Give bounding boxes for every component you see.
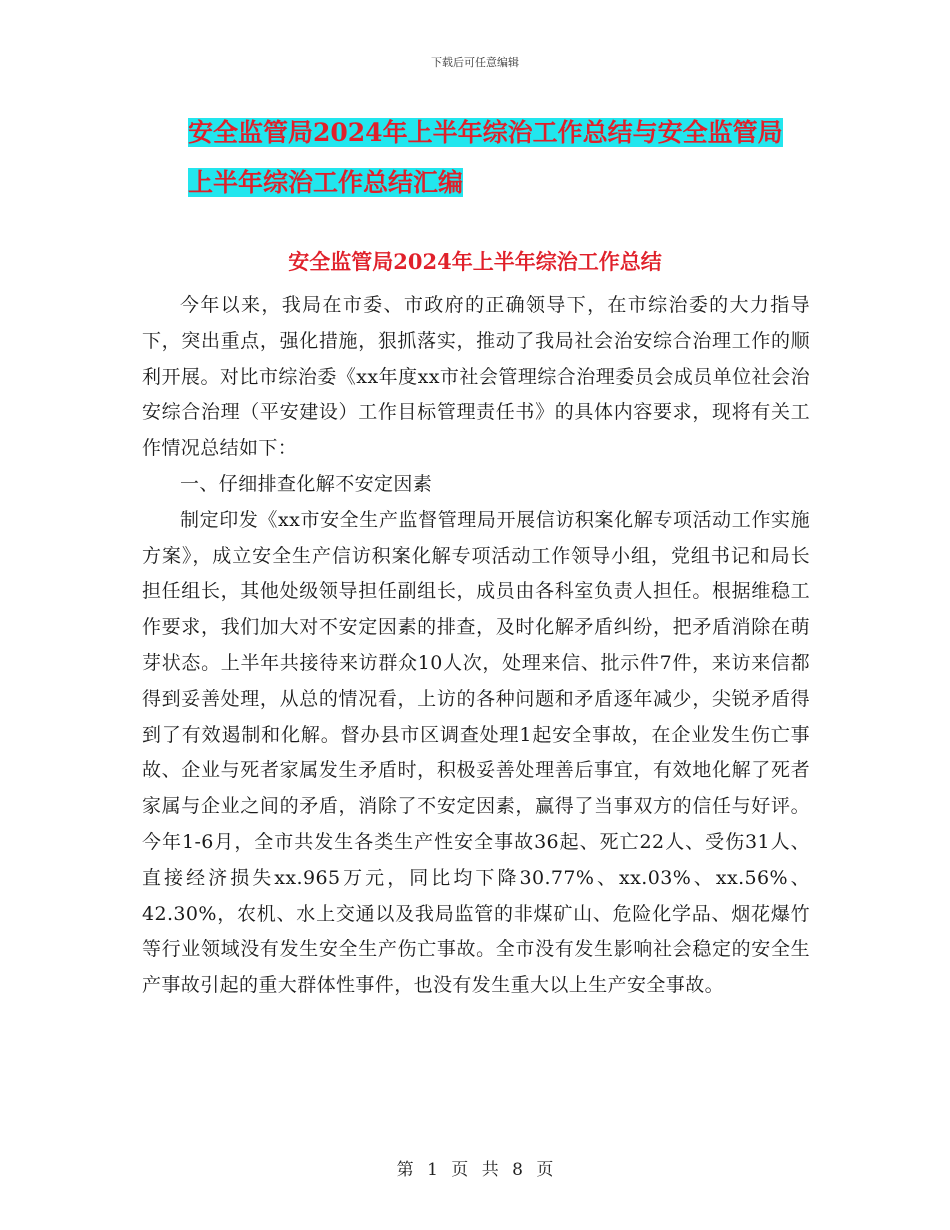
footer-total-word: 页: [536, 1160, 554, 1180]
paragraph-intro: 今年以来，我局在市委、市政府的正确领导下，在市综治委的大力指导下，突出重点，强化措施，狠抓落实，推动了我局社会治安综合治理工作的顺利开展。对比市综治委《xx年度xx市社会管理综合治理委员会成员单位社会治安综合治理（平安建设）工作目标管理责任书》的具体内容要求，现将有关工作情况总结如下：: [142, 294, 810, 460]
footer-prefix: 第: [396, 1160, 414, 1180]
paragraph-details: 制定印发《xx市安全生产监督管理局开展信访积案化解专项活动工作实施方案》，成立安全生产信访积案化解专项活动工作领导小组，党组书记和局长担任组长，其他处级领导担任副组长，成员由各科室负责人担任。根据维稳工作要求，我们加大对不安定因素的排查，及时化解矛盾纠纷，把矛盾消除在萌芽状态。上半年共接待来访群众10人次，处理来信、批示件7件，来访来信都得到妥善处理，从总的情况看，上访的各种问题和矛盾逐年减少，尖锐矛盾得到了有效遏制和化解。督办县市区调查处理1起安全事故，在企业发生伤亡事故、企业与死者家属发生矛盾时，积极妥善处理善后事宜，有效地化解了死者家属与企业之间的矛盾，消除了不安定因素，赢得了当事双方的信任与好评。今年1-6月，全市共发生各类生产性安全事故36起、死亡22人、受伤31人、直接经济损失xx.965万元，同比均下降30.77%、xx.03%、xx.56%、42.30%，农机、水上交通以及我局监管的非煤矿山、危险化学品、烟花爆竹等行业领域没有发生安全生产伤亡事故。全市没有发生影响社会稳定的安全生产事故引起的重大群体性事件，也没有发生重大以上生产安全事故。: [142, 508, 810, 997]
footer-total-pages: 8: [512, 1160, 523, 1180]
header-note: 下载后可任意编辑: [431, 56, 519, 69]
footer-total-prefix: 共: [481, 1160, 499, 1180]
paragraph-heading-1: 一、仔细排查化解不安定因素: [180, 472, 433, 495]
footer-page-word: 页: [451, 1160, 469, 1180]
main-title-line-1: 安全监管局2024年上半年综治工作总结与安全监管局: [188, 118, 783, 147]
main-title-line-2: 上半年综治工作总结汇编: [188, 168, 464, 197]
page-footer: [0, 1155, 950, 1180]
document-body: [142, 288, 810, 1004]
section-title: 安全监管局2024年上半年综治工作总结: [288, 249, 662, 274]
footer-page-number: 1: [427, 1160, 438, 1180]
main-title: [188, 108, 828, 208]
